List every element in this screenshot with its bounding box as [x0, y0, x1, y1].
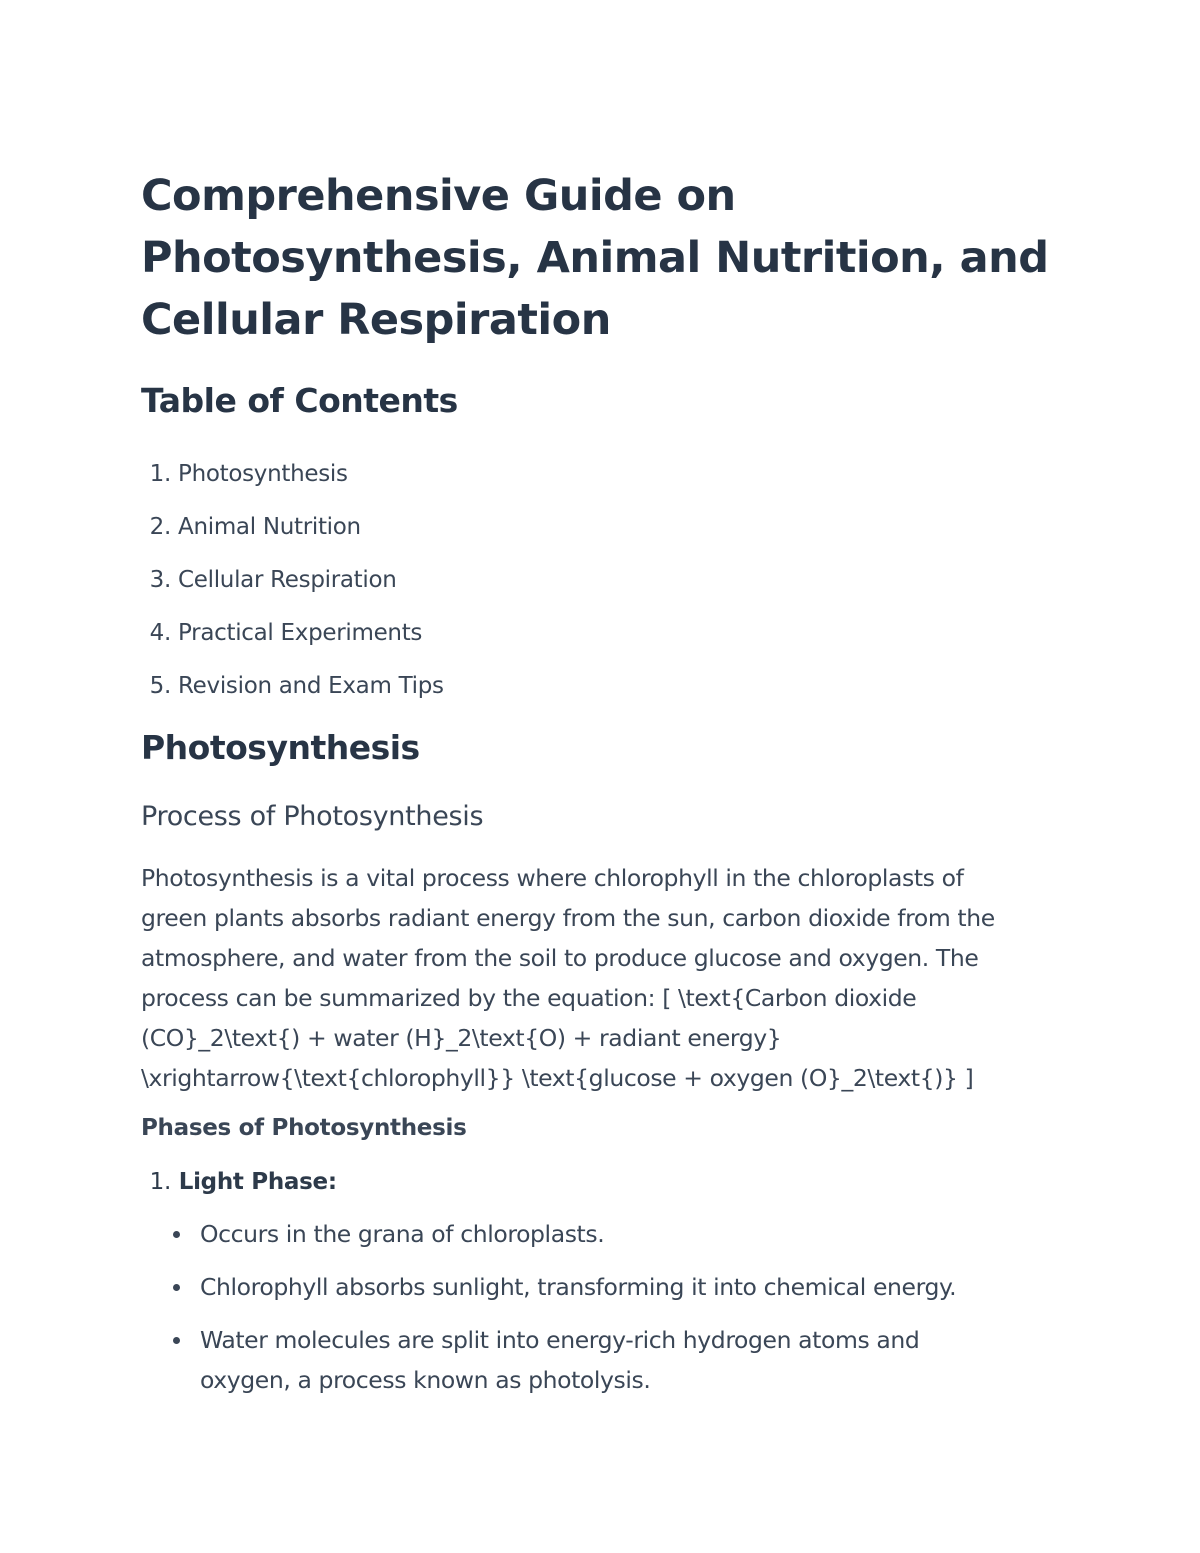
- phases-heading: Phases of Photosynthesis: [141, 1115, 467, 1141]
- title-line: Photosynthesis, Animal Nutrition, and: [141, 233, 1049, 283]
- bullet-item: [173, 1320, 1053, 1400]
- bullet-dot-icon: [173, 1337, 180, 1344]
- document-title: [141, 165, 1071, 351]
- phase-bullet-list: [173, 1214, 1053, 1413]
- toc-item-label: Photosynthesis: [178, 461, 348, 487]
- title-line: Comprehensive Guide on: [141, 171, 736, 221]
- toc-item-number: 3.: [149, 567, 171, 593]
- paragraph-line: (CO}_2\text{) + water (H}_2\text{O) + radiant energy}: [141, 1024, 782, 1052]
- toc-item[interactable]: [141, 607, 444, 660]
- toc-item-number: 5.: [149, 673, 171, 699]
- bullet-dot-icon: [173, 1284, 180, 1291]
- toc-item-number: 2.: [149, 514, 171, 540]
- bullet-item: [173, 1214, 1053, 1254]
- phase-list-item: [141, 1162, 337, 1202]
- paragraph-line: Photosynthesis is a vital process where chlorophyll in the chloroplasts of: [141, 864, 964, 892]
- section-heading: Photosynthesis: [141, 728, 420, 767]
- bullet-dot-icon: [173, 1231, 180, 1238]
- subsection-heading: Process of Photosynthesis: [141, 801, 484, 832]
- bullet-text: Water molecules are split into energy-rich hydrogen atoms and: [200, 1326, 920, 1354]
- bullet-text: oxygen, a process known as photolysis.: [200, 1366, 651, 1394]
- phase-number: 1.: [149, 1169, 171, 1195]
- paragraph-line: \xrightarrow{\text{chlorophyll}} \text{glucose + oxygen (O}_2\text{)} ]: [141, 1064, 974, 1092]
- toc-item-label: Cellular Respiration: [178, 567, 397, 593]
- bullet-item: [173, 1267, 1053, 1307]
- toc-item-label: Practical Experiments: [178, 620, 423, 646]
- bullet-text: Chlorophyll absorbs sunlight, transforming it into chemical energy.: [200, 1273, 957, 1301]
- toc-item-label: Animal Nutrition: [178, 514, 361, 540]
- toc-item[interactable]: [141, 660, 444, 713]
- table-of-contents: [141, 448, 444, 713]
- toc-heading: Table of Contents: [141, 381, 458, 420]
- toc-item-number: 4.: [149, 620, 171, 646]
- paragraph-line: green plants absorbs radiant energy from the sun, carbon dioxide from the: [141, 904, 995, 932]
- paragraph-line: atmosphere, and water from the soil to produce glucose and oxygen. The: [141, 944, 979, 972]
- title-line: Cellular Respiration: [141, 295, 611, 345]
- paragraph-line: process can be summarized by the equation: [ \text{Carbon dioxide: [141, 984, 917, 1012]
- phase-label: Light Phase:: [178, 1169, 337, 1195]
- toc-item[interactable]: [141, 448, 444, 501]
- toc-item[interactable]: [141, 501, 444, 554]
- bullet-text: Occurs in the grana of chloroplasts.: [200, 1220, 605, 1248]
- toc-item[interactable]: [141, 554, 444, 607]
- body-paragraph: [141, 858, 1071, 1098]
- toc-item-label: Revision and Exam Tips: [178, 673, 444, 699]
- toc-item-number: 1.: [149, 461, 171, 487]
